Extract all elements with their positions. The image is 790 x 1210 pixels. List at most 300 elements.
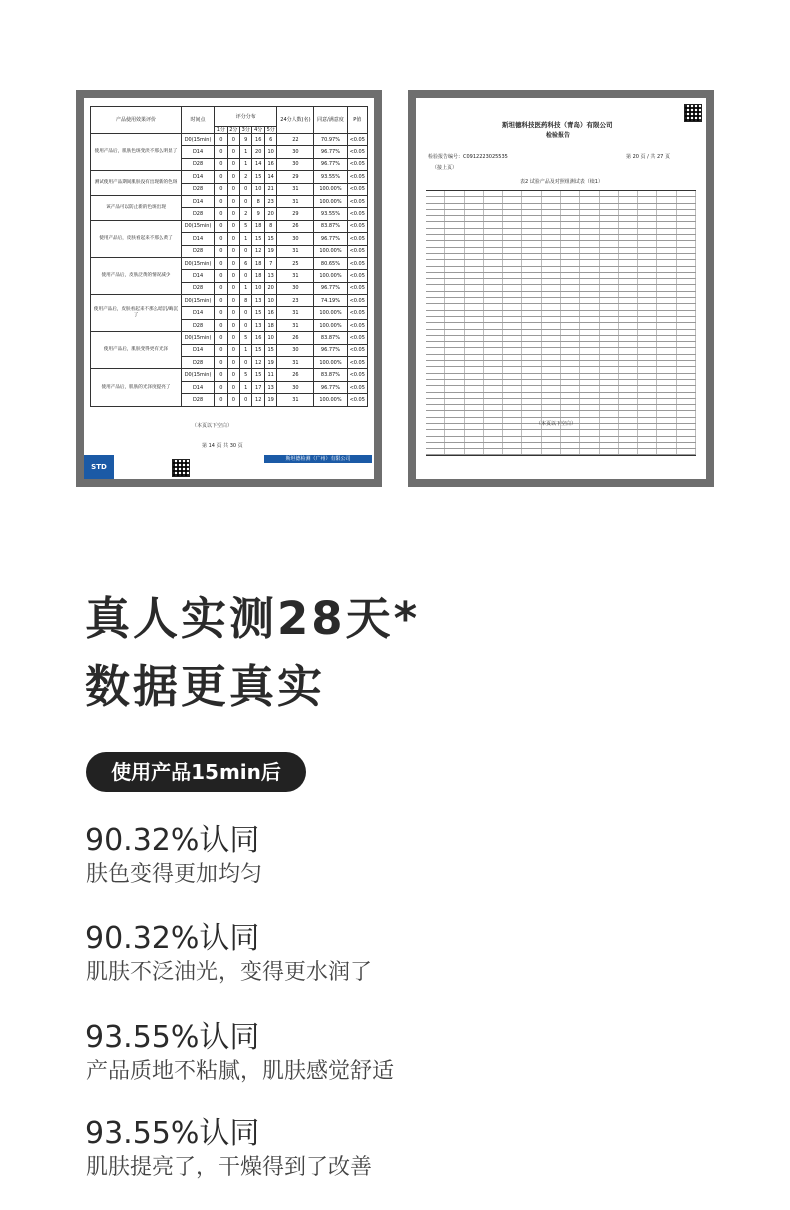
table-cell [542, 191, 561, 196]
table-cell [426, 241, 445, 246]
table-cell [542, 405, 561, 410]
table-cell [445, 430, 464, 435]
table-cell [522, 279, 541, 284]
table-cell [657, 235, 676, 240]
table-cell [600, 298, 619, 303]
table-cell [580, 367, 599, 372]
table-cell [657, 386, 676, 391]
table-cell [484, 197, 503, 202]
header-cell: 4分 [252, 127, 264, 134]
table-cell [542, 411, 561, 416]
table-cell: 0 [215, 257, 227, 269]
table-cell [522, 298, 541, 303]
table-cell: <0.05 [347, 233, 368, 245]
table-cell [484, 342, 503, 347]
table-cell: 20 [264, 208, 276, 220]
table-cell: 16 [252, 332, 264, 344]
table-cell: 13 [264, 381, 276, 393]
table-cell [677, 317, 696, 322]
table-cell [522, 260, 541, 265]
table-cell [638, 449, 657, 454]
table-cell: <0.05 [347, 381, 368, 393]
table-cell: 0 [227, 282, 239, 294]
table-cell [600, 437, 619, 442]
qr-code-icon [172, 459, 190, 477]
table-cell [465, 342, 484, 347]
table-cell [542, 330, 561, 335]
left-report-page-number: 第 14 页 共 30 页 [202, 443, 243, 449]
table-cell [484, 260, 503, 265]
table-cell [657, 437, 676, 442]
table-cell [465, 229, 484, 234]
table-cell [580, 273, 599, 278]
table-cell [465, 254, 484, 259]
table-cell: 80.65% [314, 257, 347, 269]
qr-code-icon [684, 104, 702, 122]
table-cell [542, 285, 561, 290]
table-cell: <0.05 [347, 295, 368, 307]
table-cell [619, 260, 638, 265]
left-report-footer [84, 455, 374, 479]
header-cell: P值 [347, 107, 368, 134]
table-cell: 0 [215, 332, 227, 344]
table-cell [580, 279, 599, 284]
table-cell [445, 374, 464, 379]
table-cell: 0 [215, 171, 227, 183]
table-cell [580, 374, 599, 379]
table-cell: 0 [227, 146, 239, 158]
table-cell: 14 [252, 158, 264, 170]
header-cell: 5分 [264, 127, 276, 134]
table-cell [542, 336, 561, 341]
table-cell [503, 336, 522, 341]
table-cell [580, 449, 599, 454]
table-cell [542, 317, 561, 322]
table-cell: D0(15min) [182, 332, 215, 344]
table-cell [600, 279, 619, 284]
table-cell [484, 393, 503, 398]
table-cell [561, 191, 580, 196]
table-cell: 0 [215, 381, 227, 393]
table-cell [426, 311, 445, 316]
table-cell [561, 393, 580, 398]
table-cell: 96.77% [314, 233, 347, 245]
table-cell [657, 399, 676, 404]
table-cell [484, 216, 503, 221]
table-cell [619, 449, 638, 454]
table-cell [522, 229, 541, 234]
table-cell [484, 285, 503, 290]
table-cell [638, 411, 657, 416]
table-cell [503, 317, 522, 322]
table-cell [484, 449, 503, 454]
table-cell [426, 336, 445, 341]
table-cell [522, 437, 541, 442]
header-cell: 同意/满意度 [314, 107, 347, 134]
table-cell: 31 [277, 394, 314, 406]
table-cell: D14 [182, 270, 215, 282]
table-cell: 30 [277, 146, 314, 158]
table-cell: 18 [252, 270, 264, 282]
table-cell [522, 191, 541, 196]
table-cell [638, 311, 657, 316]
table-cell: <0.05 [347, 171, 368, 183]
table-cell [619, 411, 638, 416]
table-cell [465, 405, 484, 410]
table-cell [542, 197, 561, 202]
table-cell: 96.77% [314, 282, 347, 294]
table-cell [426, 229, 445, 234]
table-cell [445, 386, 464, 391]
table-cell [580, 380, 599, 385]
table-cell [677, 197, 696, 202]
table-cell [657, 267, 676, 272]
table-cell [638, 260, 657, 265]
table-cell [657, 254, 676, 259]
table-cell [619, 248, 638, 253]
table-cell: 0 [240, 319, 252, 331]
table-cell [503, 216, 522, 221]
table-cell [619, 330, 638, 335]
table-cell: 0 [215, 394, 227, 406]
table-cell [426, 273, 445, 278]
table-cell: D28 [182, 158, 215, 170]
table-cell [561, 399, 580, 404]
table-cell [580, 267, 599, 272]
table-cell [580, 260, 599, 265]
table-cell [426, 254, 445, 259]
table-cell: 96.77% [314, 158, 347, 170]
table-cell [561, 405, 580, 410]
table-cell [426, 267, 445, 272]
table-cell: 18 [264, 319, 276, 331]
table-cell [638, 292, 657, 297]
table-cell [465, 248, 484, 253]
table-cell [484, 273, 503, 278]
table-cell: 15 [252, 344, 264, 356]
table-cell [638, 393, 657, 398]
table-cell: 7 [264, 257, 276, 269]
table-cell: <0.05 [347, 332, 368, 344]
table-cell [445, 317, 464, 322]
table-cell [465, 210, 484, 215]
table-cell: 18 [252, 257, 264, 269]
table-cell: 10 [264, 332, 276, 344]
table-cell: 1 [240, 233, 252, 245]
table-cell [638, 229, 657, 234]
table-cell [638, 317, 657, 322]
table-cell [600, 361, 619, 366]
table-cell: 21 [264, 183, 276, 195]
table-cell [580, 393, 599, 398]
table-cell [677, 292, 696, 297]
stat-1-description: 肤色变得更加均匀 [86, 862, 263, 887]
table-cell [677, 241, 696, 246]
table-cell [619, 191, 638, 196]
table-cell [580, 304, 599, 309]
table-cell: 25 [277, 257, 314, 269]
table-cell [677, 374, 696, 379]
table-cell: 11 [264, 369, 276, 381]
table-cell [600, 355, 619, 360]
table-cell [600, 424, 619, 429]
table-cell: 0 [215, 195, 227, 207]
table-cell: <0.05 [347, 357, 368, 369]
table-cell [580, 336, 599, 341]
right-report-company: 斯坦德科技医药科技（青岛）有限公司 [502, 121, 613, 129]
table-cell: 26 [277, 332, 314, 344]
table-cell: 15 [264, 344, 276, 356]
table-cell: 8 [240, 295, 252, 307]
table-cell [580, 298, 599, 303]
table-cell [484, 210, 503, 215]
table-cell [426, 437, 445, 442]
table-cell [465, 191, 484, 196]
table-cell [465, 361, 484, 366]
table-cell [580, 229, 599, 234]
table-cell [522, 374, 541, 379]
table-cell [638, 405, 657, 410]
table-cell [561, 292, 580, 297]
right-report-continued: （接上页） [432, 165, 458, 171]
table-cell [580, 191, 599, 196]
table-cell [638, 323, 657, 328]
table-cell [580, 241, 599, 246]
table-cell [677, 399, 696, 404]
table-cell: D0(15min) [182, 295, 215, 307]
table-cell [657, 298, 676, 303]
table-cell [619, 367, 638, 372]
table-cell [677, 330, 696, 335]
table-cell [522, 361, 541, 366]
table-cell: 10 [264, 146, 276, 158]
table-cell [522, 393, 541, 398]
table-cell [503, 361, 522, 366]
table-cell [465, 367, 484, 372]
evaluation-item-cell: 使用产品后，肌肤色斑变淡不那么明显了 [91, 134, 182, 171]
table-cell [542, 229, 561, 234]
table-cell [445, 273, 464, 278]
table-cell: D0(15min) [182, 134, 215, 146]
table-cell [619, 386, 638, 391]
table-cell: 31 [277, 307, 314, 319]
table-cell: 0 [215, 158, 227, 170]
table-cell [522, 336, 541, 341]
table-cell: 31 [277, 183, 314, 195]
table-cell [580, 443, 599, 448]
table-cell: 22 [277, 134, 314, 146]
table-cell: 1 [240, 282, 252, 294]
table-cell [542, 437, 561, 442]
table-cell [580, 248, 599, 253]
table-cell [484, 386, 503, 391]
table-cell [426, 411, 445, 416]
table-cell [503, 235, 522, 240]
table-cell [445, 216, 464, 221]
table-cell [600, 222, 619, 227]
table-cell [561, 311, 580, 316]
table-cell [484, 374, 503, 379]
table-cell [465, 204, 484, 209]
table-cell [484, 355, 503, 360]
table-cell [638, 304, 657, 309]
table-cell [465, 386, 484, 391]
table-cell [561, 449, 580, 454]
table-cell [484, 380, 503, 385]
table-cell [465, 348, 484, 353]
table-cell [522, 222, 541, 227]
table-cell [561, 355, 580, 360]
table-cell [580, 437, 599, 442]
table-cell [522, 254, 541, 259]
headline-line-1: 真人实测28天* [85, 592, 421, 645]
right-report-doc-title: 检验报告 [546, 132, 571, 139]
table-cell [542, 386, 561, 391]
table-cell: <0.05 [347, 183, 368, 195]
table-cell [638, 273, 657, 278]
header-cell: 24分人数(名) [277, 107, 314, 134]
table-cell [677, 405, 696, 410]
table-cell: 0 [227, 245, 239, 257]
table-cell: 6 [264, 134, 276, 146]
table-cell [657, 430, 676, 435]
table-cell [522, 235, 541, 240]
table-cell [484, 298, 503, 303]
table-cell [522, 330, 541, 335]
table-cell: 96.77% [314, 146, 347, 158]
table-cell [619, 197, 638, 202]
table-cell [503, 279, 522, 284]
table-cell: 0 [227, 369, 239, 381]
table-cell [445, 399, 464, 404]
table-cell [619, 399, 638, 404]
table-cell [522, 367, 541, 372]
table-cell [600, 235, 619, 240]
table-cell: 96.77% [314, 381, 347, 393]
table-cell [657, 367, 676, 372]
table-cell: 5 [240, 332, 252, 344]
table-cell [638, 424, 657, 429]
table-cell: 0 [227, 381, 239, 393]
table-cell [677, 437, 696, 442]
table-cell [638, 241, 657, 246]
table-cell [561, 336, 580, 341]
table-cell: D0(15min) [182, 257, 215, 269]
table-cell [522, 449, 541, 454]
table-cell [465, 424, 484, 429]
table-cell [561, 443, 580, 448]
table-cell [580, 254, 599, 259]
table-cell [657, 210, 676, 215]
left-report-end-note: （本页以下空白） [192, 423, 233, 429]
table-cell [426, 348, 445, 353]
table-cell: D28 [182, 394, 215, 406]
table-cell: 100.00% [314, 319, 347, 331]
table-cell [638, 254, 657, 259]
table-cell: 83.87% [314, 332, 347, 344]
table-cell [522, 348, 541, 353]
table-cell [484, 424, 503, 429]
table-cell [580, 323, 599, 328]
table-cell [619, 267, 638, 272]
table-cell [657, 292, 676, 297]
table-cell [542, 204, 561, 209]
table-cell [638, 235, 657, 240]
table-cell [484, 330, 503, 335]
table-cell [561, 298, 580, 303]
stat-3-description: 产品质地不粘腻，肌肤感觉舒适 [86, 1059, 395, 1084]
table-cell: 29 [277, 171, 314, 183]
table-cell: <0.05 [347, 394, 368, 406]
table-cell [638, 197, 657, 202]
table-cell: 0 [215, 344, 227, 356]
table-cell: 0 [240, 183, 252, 195]
table-cell [619, 393, 638, 398]
table-cell [600, 443, 619, 448]
table-cell: 14 [264, 171, 276, 183]
table-cell: 0 [215, 282, 227, 294]
table-cell: 0 [227, 257, 239, 269]
table-cell [503, 298, 522, 303]
table-cell [445, 229, 464, 234]
table-cell: 0 [215, 319, 227, 331]
table-cell [580, 285, 599, 290]
table-cell [465, 380, 484, 385]
table-cell [522, 197, 541, 202]
table-cell [484, 437, 503, 442]
table-cell [561, 204, 580, 209]
table-cell [638, 222, 657, 227]
table-row [91, 295, 368, 307]
table-cell [465, 298, 484, 303]
table-cell: D14 [182, 171, 215, 183]
table-cell [657, 374, 676, 379]
table-cell: 0 [240, 307, 252, 319]
table-cell [503, 292, 522, 297]
table-cell [561, 197, 580, 202]
table-cell [561, 273, 580, 278]
table-cell [503, 405, 522, 410]
table-cell: 0 [227, 183, 239, 195]
table-cell: 96.77% [314, 344, 347, 356]
table-cell [542, 248, 561, 253]
evaluation-item-cell: 使用产品后，皮肤看起来不那么暗沉/晦沉了 [91, 295, 182, 332]
table-cell: 2 [240, 171, 252, 183]
table-cell [657, 342, 676, 347]
table-cell [445, 361, 464, 366]
table-cell [484, 204, 503, 209]
table-cell [445, 304, 464, 309]
table-row [91, 134, 368, 146]
table-cell [426, 443, 445, 448]
table-cell: 31 [277, 245, 314, 257]
table-cell [503, 449, 522, 454]
table-cell [542, 393, 561, 398]
table-cell [445, 204, 464, 209]
table-cell: <0.05 [347, 208, 368, 220]
left-report-paper [84, 98, 374, 479]
table-cell [542, 267, 561, 272]
table-cell [638, 430, 657, 435]
table-cell [445, 443, 464, 448]
table-cell [542, 399, 561, 404]
table-cell: 100.00% [314, 357, 347, 369]
table-cell [600, 229, 619, 234]
table-cell: <0.05 [347, 146, 368, 158]
table-cell [638, 336, 657, 341]
table-cell [445, 380, 464, 385]
table-cell [619, 235, 638, 240]
